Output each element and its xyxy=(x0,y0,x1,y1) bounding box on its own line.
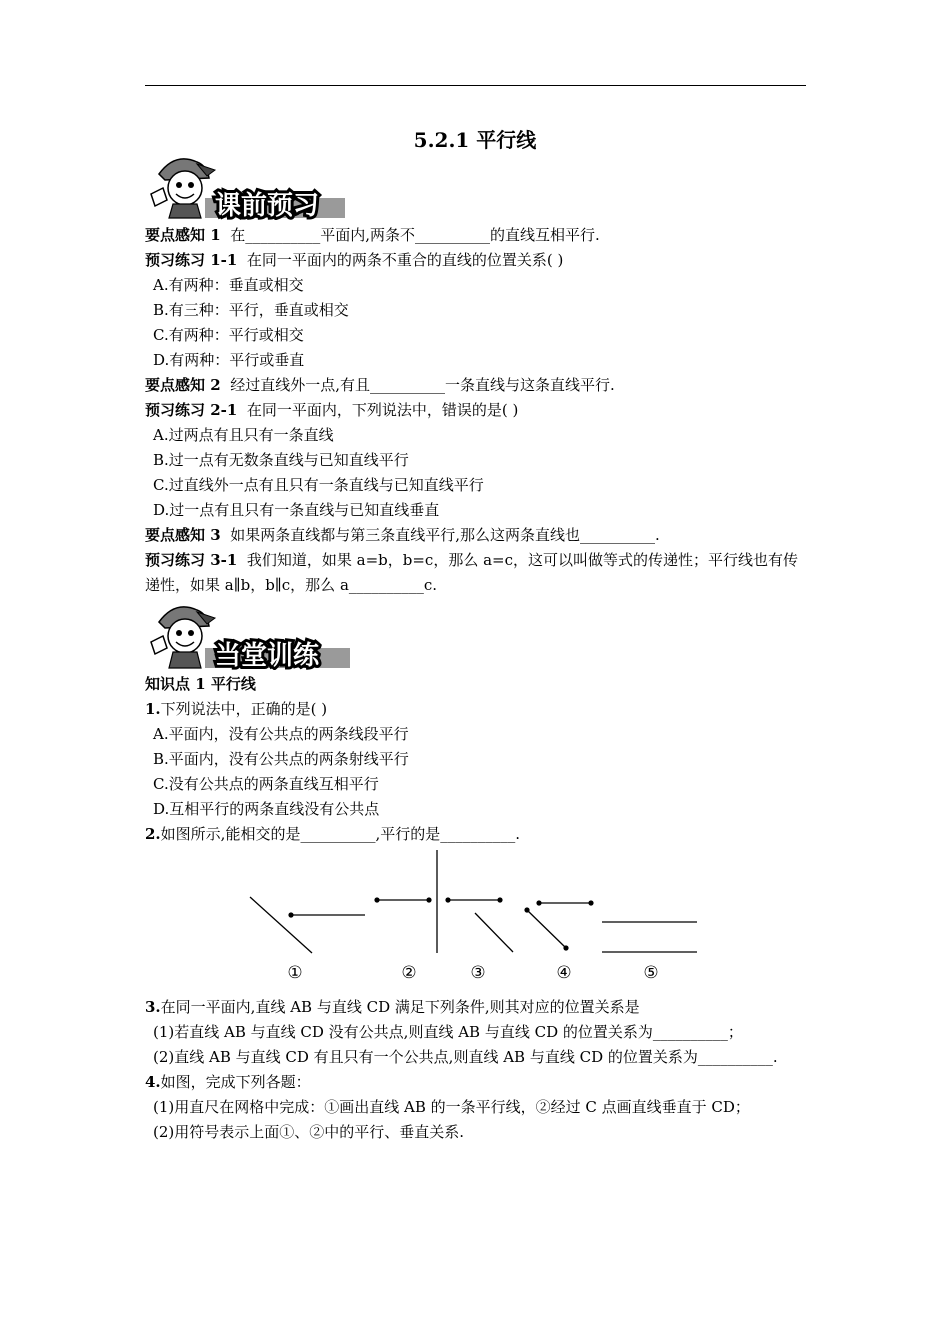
question-number: 3. xyxy=(145,998,161,1016)
figure-label-5: ⑤ xyxy=(643,963,659,983)
option-b: B.平面内，没有公共点的两条射线平行 xyxy=(153,750,409,768)
banner-text: 课前预习 xyxy=(215,191,320,220)
questions-3-4 xyxy=(145,995,810,1145)
exercise-text: 我们知道，如果 a=b，b=c，那么 a=c，这可以叫做等式的传递性；平行线也有传递性，如果 a∥b，b∥c，那么 a__________c. xyxy=(145,551,799,594)
exercise-text: 在同一平面内的两条不重合的直线的位置关系( ) xyxy=(246,251,564,269)
classroom-banner xyxy=(145,598,350,670)
figure-label-2: ② xyxy=(401,963,417,983)
figure-3 xyxy=(445,897,513,952)
key-point-2 xyxy=(145,373,810,398)
key-point-text: 经过直线外一点,有且__________一条直线与这条直线平行. xyxy=(230,376,615,394)
question-number: 1. xyxy=(145,700,161,718)
preview-section xyxy=(145,223,810,598)
figure-1 xyxy=(250,897,365,953)
question-4 xyxy=(145,1070,810,1095)
page-title: 5.2.1 平行线 xyxy=(413,128,537,152)
question-1 xyxy=(145,697,810,722)
question-4-part-1: (1)用直尺在网格中完成：①画出直线 AB 的一条平行线，②经过 C 点画直线垂直于 CD； xyxy=(153,1098,750,1116)
question-text: 如图，完成下列各题： xyxy=(160,1073,311,1091)
key-point-1 xyxy=(145,223,810,248)
classroom-section xyxy=(145,672,810,847)
figure-label-4: ④ xyxy=(556,963,572,983)
figure-label-1: ① xyxy=(287,963,303,983)
key-point-text: 如果两条直线都与第三条直线平行,那么这两条直线也__________. xyxy=(230,526,660,544)
exercise-2-1 xyxy=(145,398,810,423)
exercise-1-1 xyxy=(145,248,810,273)
key-point-text: 在__________平面内,两条不__________的直线互相平行. xyxy=(230,226,600,244)
knowledge-point-1 xyxy=(145,672,810,697)
key-point-3 xyxy=(145,523,810,548)
exercise-label: 预习练习 3-1 xyxy=(145,551,238,569)
figure-4 xyxy=(524,900,593,950)
option-d: D.过一点有且只有一条直线与已知直线垂直 xyxy=(153,501,440,519)
question-number: 2. xyxy=(145,825,161,843)
question-3-part-1: (1)若直线 AB 与直线 CD 没有公共点,则直线 AB 与直线 CD 的位置关系为__________； xyxy=(153,1023,743,1041)
exercise-label: 预习练习 2-1 xyxy=(145,401,238,419)
key-point-label: 要点感知 3 xyxy=(145,526,221,544)
figure-label-3: ③ xyxy=(470,963,486,983)
exercise-3-1 xyxy=(145,548,810,598)
key-point-label: 要点感知 2 xyxy=(145,376,221,394)
lines-figure xyxy=(230,845,710,990)
banner-text: 当堂训练 xyxy=(215,641,320,670)
option-b: B.过一点有无数条直线与已知直线平行 xyxy=(153,451,409,469)
option-c: C.有两种：平行或相交 xyxy=(153,326,304,344)
key-point-label: 要点感知 1 xyxy=(145,226,221,244)
option-c: C.没有公共点的两条直线互相平行 xyxy=(153,775,379,793)
question-3-part-2: (2)直线 AB 与直线 CD 有且只有一个公共点,则直线 AB 与直线 CD 的位置关系为__________. xyxy=(153,1048,778,1066)
question-text: 下列说法中，正确的是( ) xyxy=(160,700,328,718)
question-4-part-2: (2)用符号表示上面①、②中的平行、垂直关系. xyxy=(153,1123,465,1141)
question-text: 在同一平面内,直线 AB 与直线 CD 满足下列条件,则其对应的位置关系是 xyxy=(160,998,640,1016)
option-d: D.有两种：平行或垂直 xyxy=(153,351,305,369)
question-3 xyxy=(145,995,810,1020)
exercise-text: 在同一平面内，下列说法中，错误的是( ) xyxy=(246,401,519,419)
figure-2 xyxy=(374,850,437,953)
option-a: A.过两点有且只有一条直线 xyxy=(153,426,334,444)
option-c: C.过直线外一点有且只有一条直线与已知直线平行 xyxy=(153,476,484,494)
option-a: A.平面内，没有公共点的两条线段平行 xyxy=(153,725,409,743)
header-rule xyxy=(145,85,806,86)
exercise-label: 预习练习 1-1 xyxy=(145,251,238,269)
question-2 xyxy=(145,822,810,847)
figure-5 xyxy=(602,922,697,952)
preview-banner xyxy=(145,150,345,220)
option-d: D.互相平行的两条直线没有公共点 xyxy=(153,800,380,818)
option-b: B.有三种：平行，垂直或相交 xyxy=(153,301,349,319)
knowledge-point-label: 知识点 1 平行线 xyxy=(145,675,256,693)
question-number: 4. xyxy=(145,1073,161,1091)
option-a: A.有两种：垂直或相交 xyxy=(153,276,304,294)
question-text: 如图所示,能相交的是__________,平行的是__________. xyxy=(160,825,520,843)
